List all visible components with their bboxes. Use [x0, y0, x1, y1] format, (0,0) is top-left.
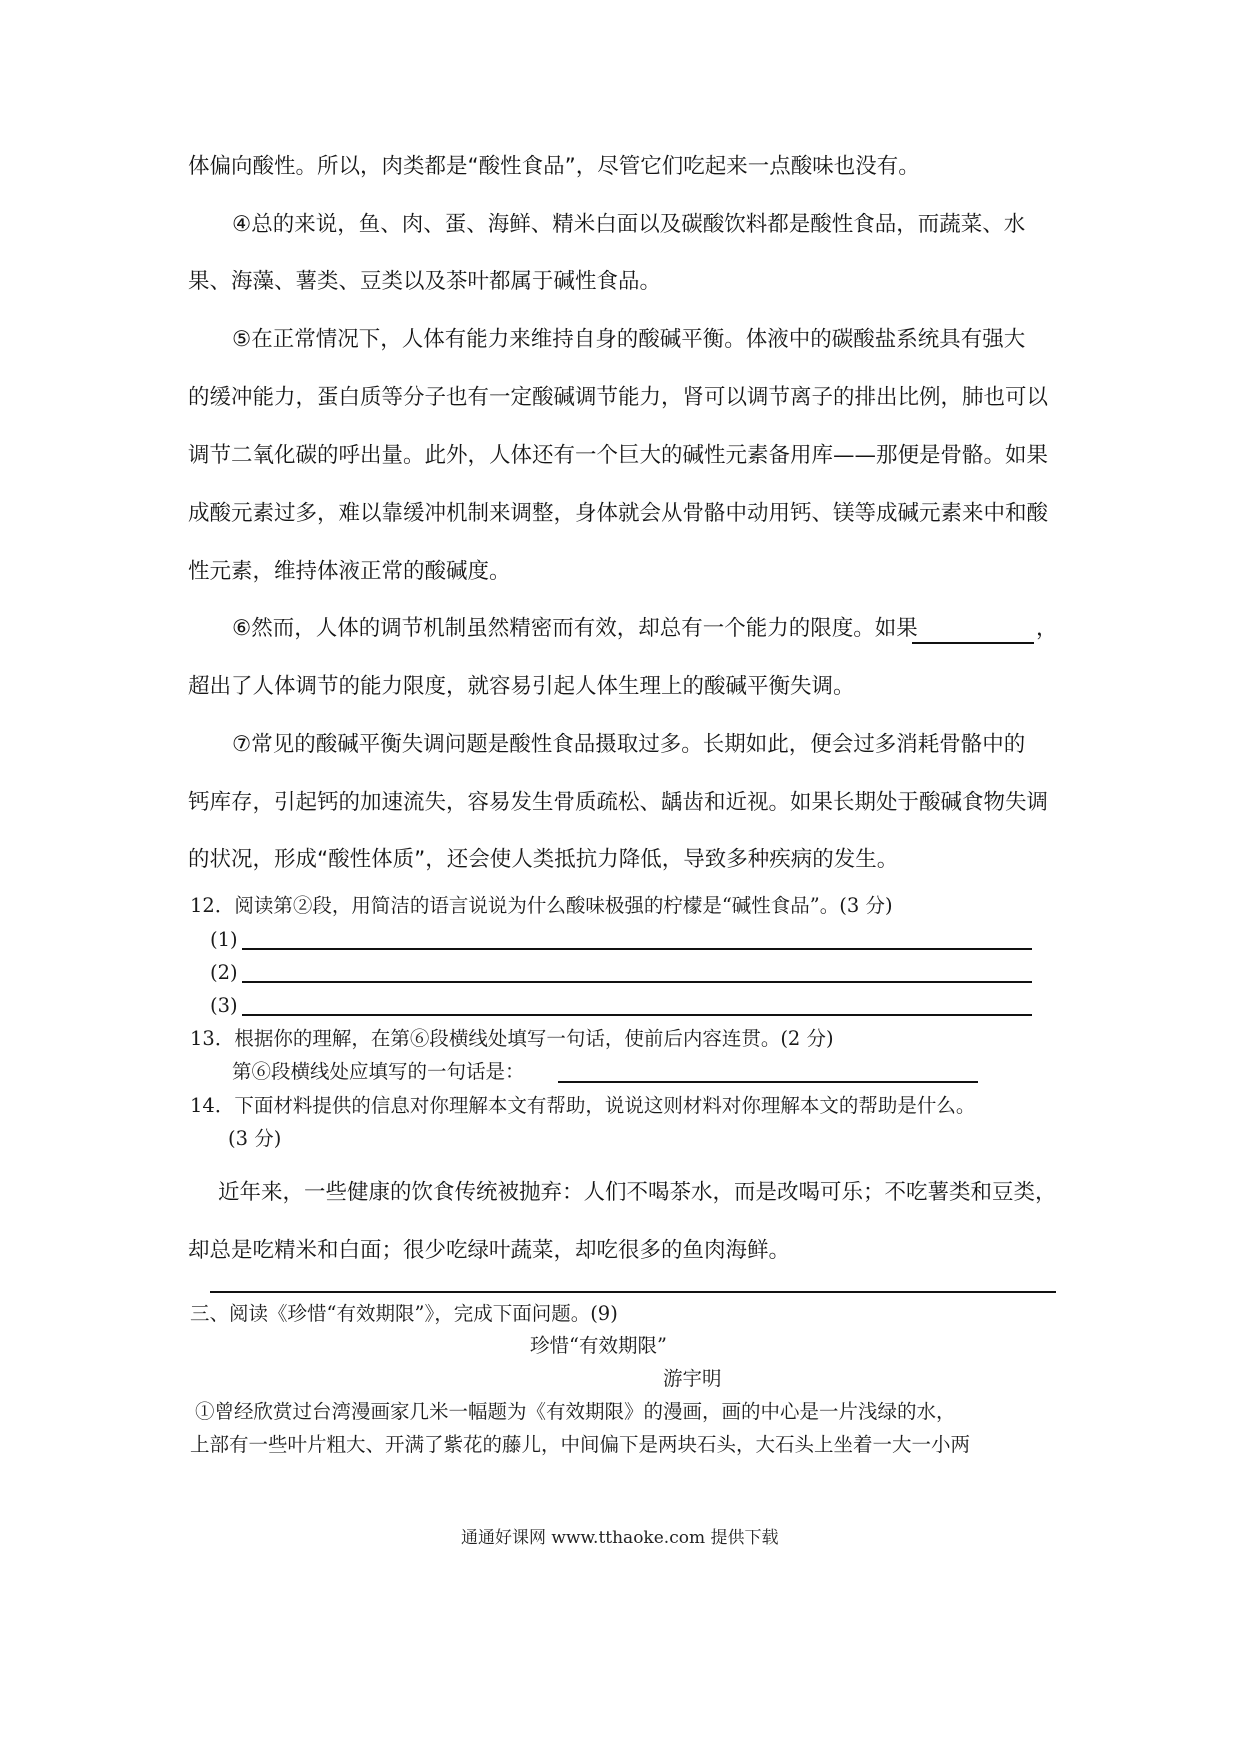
question-14-score: (3 分)	[228, 1127, 282, 1150]
question-14: 14．下面材料提供的信息对你理解本文有帮助，说说这则材料对你理解本文的帮助是什么。	[190, 1094, 976, 1117]
question-14-answer-line	[210, 1291, 1056, 1293]
paragraph-4-line-2: 果、海藻、薯类、豆类以及茶叶都属于碱性食品。	[188, 269, 662, 294]
article-title: 珍惜“有效期限”	[530, 1334, 667, 1357]
question-13: 13．根据你的理解，在第⑥段横线处填写一句话，使前后内容连贯。(2 分)	[190, 1027, 834, 1050]
paragraph-5-line-2: 的缓冲能力，蛋白质等分子也有一定酸碱调节能力，肾可以调节离子的排出比例，肺也可以	[188, 385, 1049, 410]
section-3-heading: 三、阅读《珍惜“有效期限”》，完成下面问题。(9)	[190, 1302, 618, 1325]
paragraph-4-line-1: ④总的来说，鱼、肉、蛋、海鲜、精米白面以及碳酸饮料都是酸性食品，而蔬菜、水	[232, 212, 1026, 237]
question-12: 12．阅读第②段，用简洁的语言说说为什么酸味极强的柠檬是“碱性食品”。(3 分)	[190, 894, 893, 917]
question-12-answer-line-1	[242, 948, 1032, 950]
question-12-item-1-label: (1)	[210, 928, 238, 951]
article-paragraph-1-line-1: ①曾经欣赏过台湾漫画家几米一幅题为《有效期限》的漫画，画的中心是一片浅绿的水，	[195, 1400, 956, 1423]
paragraph-6-line-2: 超出了人体调节的能力限度，就容易引起人体生理上的酸碱平衡失调。	[188, 674, 855, 699]
article-paragraph-1-line-2: 上部有一些叶片粗大、开满了紫花的藤儿，中间偏下是两块石头，大石头上坐着一大一小两	[190, 1433, 971, 1456]
question-12-item-2-label: (2)	[210, 961, 238, 984]
paragraph-6-comma: ，	[1036, 616, 1058, 641]
paragraph-6-line-1: ⑥然而，人体的调节机制虽然精密而有效，却总有一个能力的限度。如果	[232, 616, 918, 641]
paragraph-3-tail: 体偏向酸性。所以，肉类都是“酸性食品”，尽管它们吃起来一点酸味也没有。	[188, 154, 920, 179]
paragraph-5-line-3: 调节二氧化碳的呼出量。此外，人体还有一个巨大的碱性元素备用库——那便是骨骼。如果	[188, 443, 1049, 468]
paragraph-5-line-1: ⑤在正常情况下，人体有能力来维持自身的酸碱平衡。体液中的碳酸盐系统具有强大	[232, 327, 1026, 352]
paragraph-7-line-2: 钙库存，引起钙的加速流失，容易发生骨质疏松、龋齿和近视。如果长期处于酸碱食物失调	[188, 790, 1049, 815]
article-author: 游宇明	[663, 1367, 722, 1390]
question-13-answer-line	[558, 1081, 978, 1083]
paragraph-5-line-4: 成酸元素过多，难以靠缓冲机制来调整，身体就会从骨骼中动用钙、镁等成碱元素来中和酸	[188, 501, 1049, 526]
material-line-2: 却总是吃精米和白面；很少吃绿叶蔬菜，却吃很多的鱼肉海鲜。	[188, 1238, 791, 1263]
paragraph-5-line-5: 性元素，维持体液正常的酸碱度。	[188, 559, 511, 584]
page-footer: 通通好课网 www.tthaoke.com 提供下载	[461, 1528, 779, 1548]
paragraph-7-line-1: ⑦常见的酸碱平衡失调问题是酸性食品摄取过多。长期如此，便会过多消耗骨骼中的	[232, 732, 1026, 757]
material-line-1: 近年来，一些健康的饮食传统被抛弃：人们不喝茶水，而是改喝可乐；不吃薯类和豆类，	[218, 1180, 1057, 1205]
paragraph-7-line-3: 的状况，形成“酸性体质”，还会使人类抵抗力降低，导致多种疾病的发生。	[188, 847, 899, 872]
question-12-item-3-label: (3)	[210, 994, 238, 1017]
question-12-answer-line-2	[242, 981, 1032, 983]
question-12-answer-line-3	[242, 1014, 1032, 1016]
question-13-prompt: 第⑥段横线处应填写的一句话是：	[232, 1060, 525, 1083]
paragraph-6-blank	[912, 642, 1034, 644]
